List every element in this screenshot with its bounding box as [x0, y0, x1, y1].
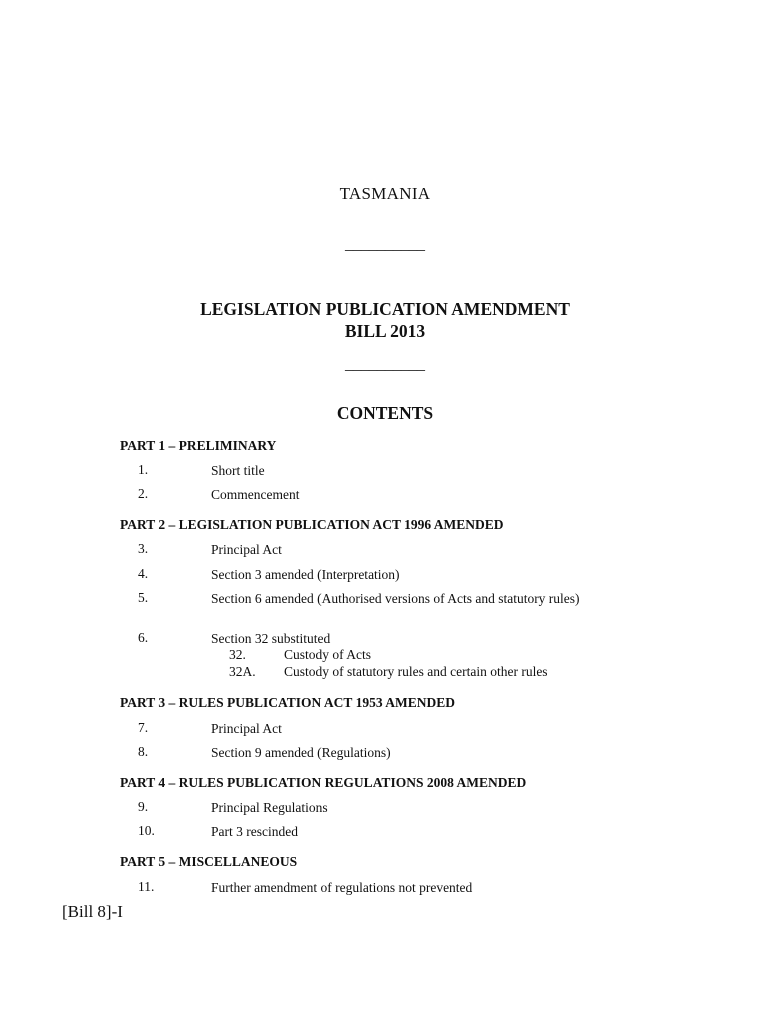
part-heading-3: PART 3 – RULES PUBLICATION ACT 1953 AMENDED [120, 695, 455, 710]
toc-item-title[interactable]: Principal Regulations [211, 800, 328, 815]
bill-title-line-2: BILL 2013 [344, 321, 426, 341]
toc-item-title[interactable]: Principal Act [211, 721, 282, 736]
toc-subitem-title[interactable]: Custody of statutory rules and certain other rules [284, 664, 548, 679]
bill-title [0, 298, 770, 342]
bill-reference-footer: [Bill 8]-I [62, 902, 123, 921]
toc-item-title[interactable]: Section 32 substituted [211, 631, 331, 646]
part-heading-1: PART 1 – PRELIMINARY [120, 438, 277, 453]
toc-item-title[interactable]: Section 3 amended (Interpretation) [211, 567, 400, 582]
toc-item-title[interactable]: Commencement [211, 487, 300, 502]
toc-item-number: 6. [138, 630, 149, 645]
toc-item-title[interactable]: Part 3 rescinded [211, 824, 298, 839]
jurisdiction-heading: TASMANIA [339, 184, 431, 203]
part-heading-2: PART 2 – LEGISLATION PUBLICATION ACT 1996 AMENDED [120, 517, 504, 532]
toc-item-number: 2. [138, 486, 149, 501]
contents-heading: CONTENTS [336, 403, 434, 423]
toc-item-number: 3. [138, 541, 149, 556]
toc-item-title[interactable]: Section 9 amended (Regulations) [211, 745, 391, 760]
toc-item-number: 8. [138, 744, 149, 759]
toc-item-title[interactable]: Further amendment of regulations not prevented [211, 880, 473, 895]
toc-item-number: 5. [138, 590, 149, 605]
toc-subitem-number: 32. [229, 647, 246, 662]
toc-item-number: 10. [138, 823, 155, 838]
toc-item-title[interactable]: Principal Act [211, 542, 282, 557]
separator-rule: __________ [345, 236, 425, 253]
toc-item-number: 4. [138, 566, 149, 581]
part-heading-4: PART 4 – RULES PUBLICATION REGULATIONS 2008 AMENDED [120, 775, 527, 790]
toc-subitem-number: 32A. [229, 664, 256, 679]
part-heading-5: PART 5 – MISCELLANEOUS [120, 854, 298, 869]
toc-item-title[interactable]: Short title [211, 463, 265, 478]
separator-rule: __________ [345, 356, 425, 373]
toc-item-number: 1. [138, 462, 149, 477]
toc-item-number: 9. [138, 799, 149, 814]
toc-item-title[interactable]: Section 6 amended (Authorised versions of Acts and statutory rules) [211, 591, 580, 606]
toc-subitem-title[interactable]: Custody of Acts [284, 647, 372, 662]
bill-title-line-1: LEGISLATION PUBLICATION AMENDMENT [200, 299, 570, 319]
toc-item-number: 11. [138, 879, 155, 894]
toc-item-number: 7. [138, 720, 149, 735]
